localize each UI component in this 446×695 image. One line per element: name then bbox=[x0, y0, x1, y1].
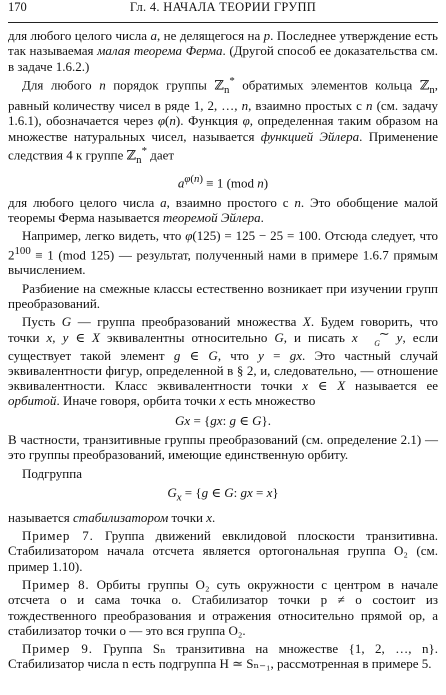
paragraph: Пусть G — группа преобразований множества X. Будем говорить, что точки x, y ∈ X эквивалентны относительно G, и писать x ∼ G y, если существует такой элемент g ∈ G, что y = gx. Это частный случай эквивалентности фигур, определенной в § 2, и, следовательно, — отношение эквивалентности. Класс эквивалентности точки x ∈ X называется ее орбитой. Иначе говоря, орбита точки x есть множество bbox=[8, 314, 439, 409]
paragraph: Разбиение на смежные классы естественно возникает при изучении групп преобразований. bbox=[8, 280, 438, 311]
formula-stabilizer: $G_x = \{g$ ∈ G: gx = x} bbox=[167, 484, 279, 504]
page-number: 170 bbox=[8, 0, 27, 14]
example-label: Пример 9. bbox=[22, 641, 93, 657]
example-label: Пример 8. bbox=[22, 577, 90, 592]
term-orbit: орбитой bbox=[8, 393, 57, 409]
running-title: Гл. 4. НАЧАЛА ТЕОРИИ ГРУПП bbox=[129, 0, 317, 14]
paragraph: Для любого n порядок группы ℤ$_n$* обратимых элементов кольца ℤ$_n$, равный количеству чисел в ряде 1, 2, …, n, взаимно простых с n (см. задачу 1.6.1), обозначается через φ(n). Функция φ, определенная таким образом на множестве натуральных чисел, называется функцией Эйлера. Применение следствия 4 к группе ℤ$_n$* дает bbox=[8, 74, 439, 166]
paragraph: для любого целого числа a, не делящегося на p. Последнее утверждение есть так называемая малая теорема Ферма. (Другой способ ее доказательства см. в задаче 1.6.2.) bbox=[8, 28, 438, 74]
term-fermat: малая теорема Ферма bbox=[97, 43, 223, 59]
formula-euler: $a^{\varphi(n)} \equiv 1$ (mod n) bbox=[177, 173, 269, 191]
term-stabilizer: стабилизатором bbox=[72, 509, 169, 525]
example-7: Пример 7. Группа движений евклидовой плоскости транзитивна. Стабилизатором начала отсчета является ортогональная группа O₂ (см. пример 1.10). bbox=[8, 528, 439, 574]
term-euler-function: функцией Эйлера bbox=[260, 128, 360, 144]
example-9: Пример 9. Группа Sₙ транзитивна на множестве {1, 2, …, n}. Стабилизатор числа n есть подгруппа H ≃ Sₙ₋₁, рассмотренная в примере 5. bbox=[8, 641, 438, 672]
paragraph: для любого целого числа a, взаимно простого с n. Это обобщение малой теоремы Ферма называется теоремой Эйлера. bbox=[8, 194, 438, 226]
term-euler-theorem: теоремой Эйлера bbox=[162, 210, 261, 226]
example-8: Пример 8. Орбиты группы O₂ суть окружности с центром в начале отсчета o и сама точка o. Стабилизатор точки p ≠ o состоит из тождественного преобразования и отражения относительно прямой op, а стабилизатор точки o — это вся группа O₂. bbox=[8, 577, 438, 638]
paragraph: Например, легко видеть, что φ(125) = 125 − 25 = 100. Отсюда следует, что $2^{100} \equiv 1$ (mod 125) — результат, полученный нами в примере 1.6.7 прямым вычислением. bbox=[8, 228, 439, 278]
paragraph: Подгруппа bbox=[22, 465, 82, 481]
paragraph: В частности, транзитивные группы преобразований (см. определение 2.1) — это группы преобразований, имеющие единственную орбиту. bbox=[8, 432, 438, 463]
paragraph: называется стабилизатором точки x. bbox=[8, 509, 216, 525]
example-label: Пример 7. bbox=[22, 528, 94, 544]
page-body bbox=[8, 28, 438, 672]
page-header bbox=[8, 0, 438, 23]
formula-orbit: Gx = {gx: g ∈ G}. bbox=[175, 412, 271, 428]
